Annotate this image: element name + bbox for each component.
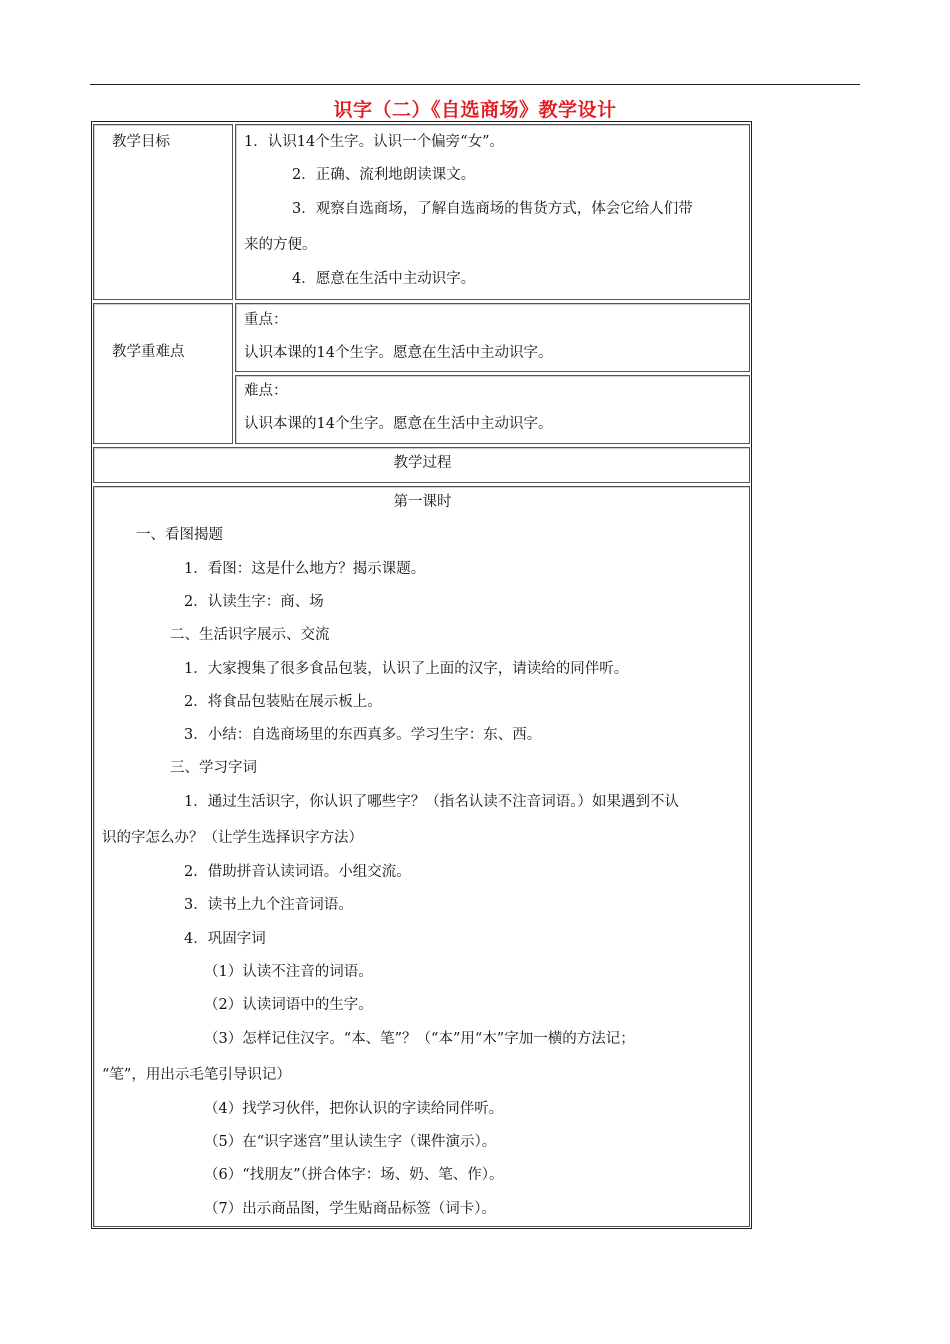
process-line: （1）认读不注音的词语。	[204, 964, 373, 980]
focus-text: 认识本课的14个生字。愿意在生活中主动识字。	[244, 345, 553, 361]
goal-line: 2．正确、流利地朗读课文。	[292, 167, 476, 183]
process-line: 二、生活识字展示、交流	[170, 627, 330, 643]
process-line: （2）认读词语中的生字。	[204, 997, 373, 1013]
keypoints-label: 教学重难点	[112, 344, 185, 360]
process-line: （5）在“识字迷宫”里认读生字（课件演示）。	[204, 1134, 497, 1150]
process-line: 3．读书上九个注音词语。	[184, 897, 353, 913]
process-line: 1．通过生活识字，你认识了哪些字？（指名认读不注音词语。）如果遇到不认	[184, 794, 679, 810]
goal-line: 1．认识14个生字。认识一个偏旁“女”。	[244, 134, 505, 150]
process-line: 1．看图：这是什么地方？揭示课题。	[184, 561, 426, 577]
difficulty-heading: 难点：	[244, 383, 288, 399]
process-line: 2．借助拼音认读词语。小组交流。	[184, 864, 411, 880]
document-title: 识字（二）《自选商场》教学设计	[333, 99, 617, 121]
process-line: 3．小结：自选商场里的东西真多。学习生字：东、西。	[184, 727, 542, 743]
process-line: （3）怎样记住汉字。“本、笔”？（“本”用“木”字加一横的方法记；	[204, 1031, 635, 1047]
goal-line: 来的方便。	[244, 237, 317, 253]
process-line: （7）出示商品图，学生贴商品标签（词卡）。	[204, 1201, 496, 1217]
process-line: 一、看图揭题	[136, 527, 223, 543]
process-line: 4．巩固字词	[184, 931, 266, 947]
process-line: 1．大家搜集了很多食品包装，认识了上面的汉字，请读给的同伴听。	[184, 661, 629, 677]
lesson-plan-table	[91, 121, 752, 1229]
process-line: 2．将食品包装贴在展示板上。	[184, 694, 382, 710]
goal-line: 4．愿意在生活中主动识字。	[292, 271, 476, 287]
process-line: 识的字怎么办？（让学生选择识字方法）	[102, 830, 363, 846]
process-line: 三、学习字词	[170, 760, 257, 776]
header-rule	[90, 84, 860, 85]
keypoints-label-cell	[93, 303, 233, 444]
process-line: “笔”，用出示毛笔引导识记）	[102, 1067, 291, 1083]
process-line: （4）找学习伙伴，把你认识的字读给同伴听。	[204, 1101, 504, 1117]
goal-line: 3．观察自选商场，了解自选商场的售货方式，体会它给人们带	[292, 201, 693, 217]
lesson-title: 第一课时	[393, 494, 452, 510]
process-line: 2．认读生字：商、场	[184, 594, 324, 610]
focus-heading: 重点：	[244, 312, 288, 328]
process-line: （6）“找朋友”（拼合体字：场、奶、笔、作）。	[204, 1167, 504, 1183]
difficulty-cell	[235, 375, 750, 444]
goals-label: 教学目标	[112, 134, 170, 150]
difficulty-text: 认识本课的14个生字。愿意在生活中主动识字。	[244, 416, 553, 432]
process-heading: 教学过程	[393, 455, 452, 471]
